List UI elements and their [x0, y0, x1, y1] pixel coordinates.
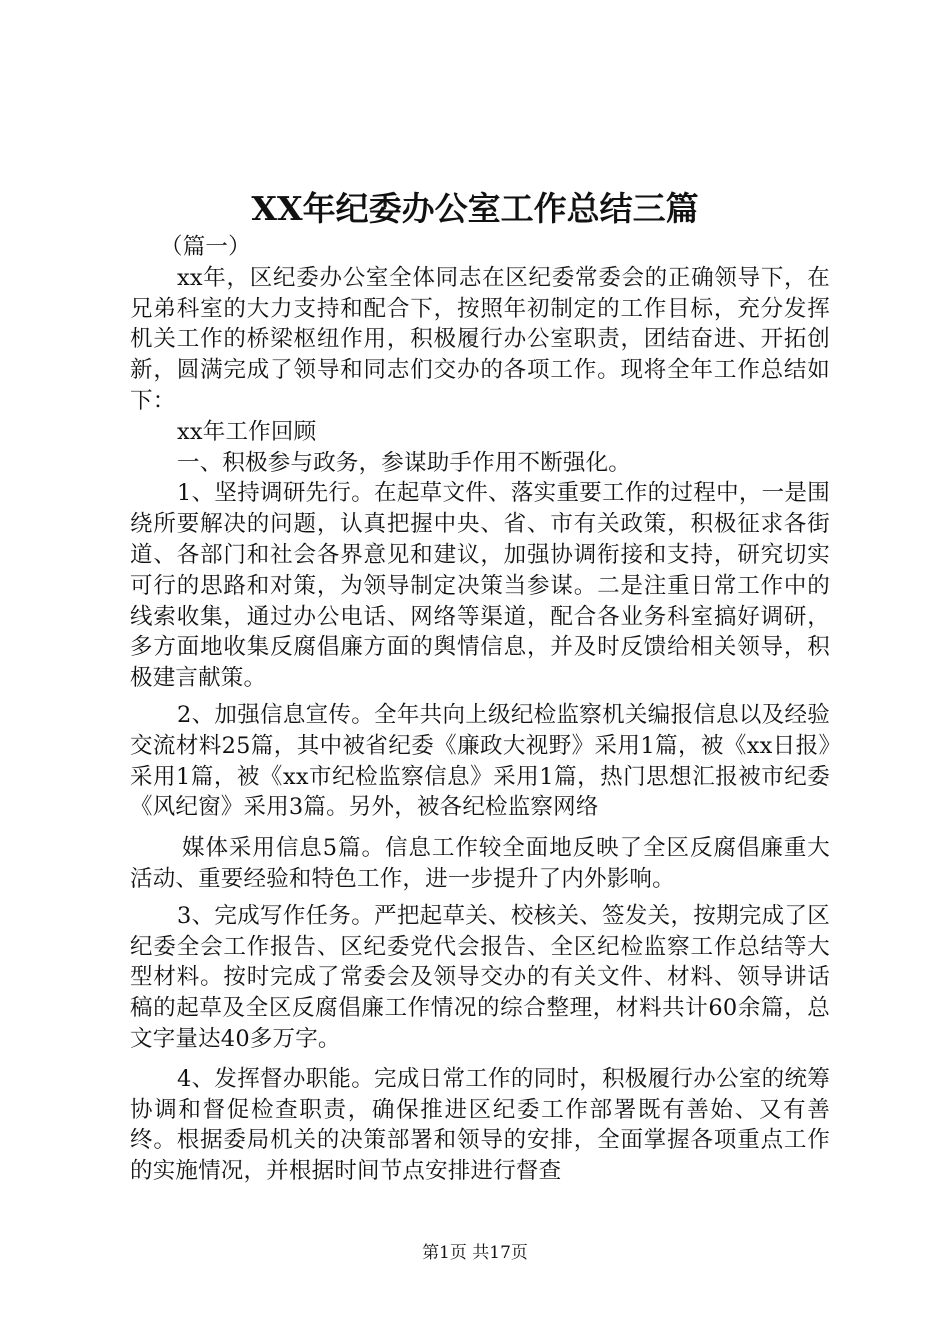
paragraph-intro: xx年，区纪委办公室全体同志在区纪委常委会的正确领导下，在兄弟科室的大力支持和配合下，按照年初制定的工作目标，充分发挥机关工作的桥梁枢纽作用，积极履行办公室职责，团结奋进、开拓创新，圆满完成了领导和同志们交办的各项工作。现将全年工作总结如下： — [130, 264, 830, 414]
document-title: XX年纪委办公室工作总结三篇 — [251, 189, 699, 228]
document-body — [130, 232, 830, 1187]
paragraph-item-1: 1、坚持调研先行。在起草文件、落实重要工作的过程中，一是围绕所要解决的问题，认真把握中央、省、市有关政策，积极征求各街道、各部门和社会各界意见和建议，加强协调衔接和支持，研究切实可行的思路和对策，为领导制定决策当参谋。二是注重日常工作中的线索收集，通过办公电话、网络等渠道，配合各业务科室搞好调研，多方面地收集反腐倡廉方面的舆情信息，并及时反馈给相关领导，积极建言献策。 — [130, 480, 830, 692]
paragraph-item-4: 4、发挥督办职能。完成日常工作的同时，积极履行办公室的统筹协调和督促检查职责，确保推进区纪委工作部署既有善始、又有善终。根据委局机关的决策部署和领导的安排，全面掌握各项重点工作的实施情况，并根据时间节点安排进行督查 — [130, 1065, 830, 1185]
section-heading-1: 一、积极参与政务，参谋助手作用不断强化。 — [177, 449, 632, 476]
page-footer: 第1页 共17页 — [422, 1243, 528, 1263]
paragraph-item-2-continued: 媒体采用信息5篇。信息工作较全面地反映了全区反腐倡廉重大活动、重要经验和特色工作，进一步提升了内外影响。 — [130, 835, 830, 892]
paragraph-item-3: 3、完成写作任务。严把起草关、校核关、签发关，按期完成了区纪委全会工作报告、区纪委党代会报告、全区纪检监察工作总结等大型材料。按时完成了常委会及领导交办的有关文件、材料、领导讲话稿的起草及全区反腐倡廉工作情况的综合整理，材料共计60余篇，总文字量达40多万字。 — [130, 902, 830, 1052]
paragraph-item-2: 2、加强信息宣传。全年共向上级纪检监察机关编报信息以及经验交流材料25篇，其中被省纪委《廉政大视野》采用1篇，被《xx日报》采用1篇，被《xx市纪检监察信息》采用1篇，热门思想汇报被市纪委《风纪窗》采用3篇。另外，被各纪检监察网络 — [130, 701, 830, 821]
section-heading: xx年工作回顾 — [177, 418, 317, 445]
section-label: （篇一） — [160, 234, 251, 260]
